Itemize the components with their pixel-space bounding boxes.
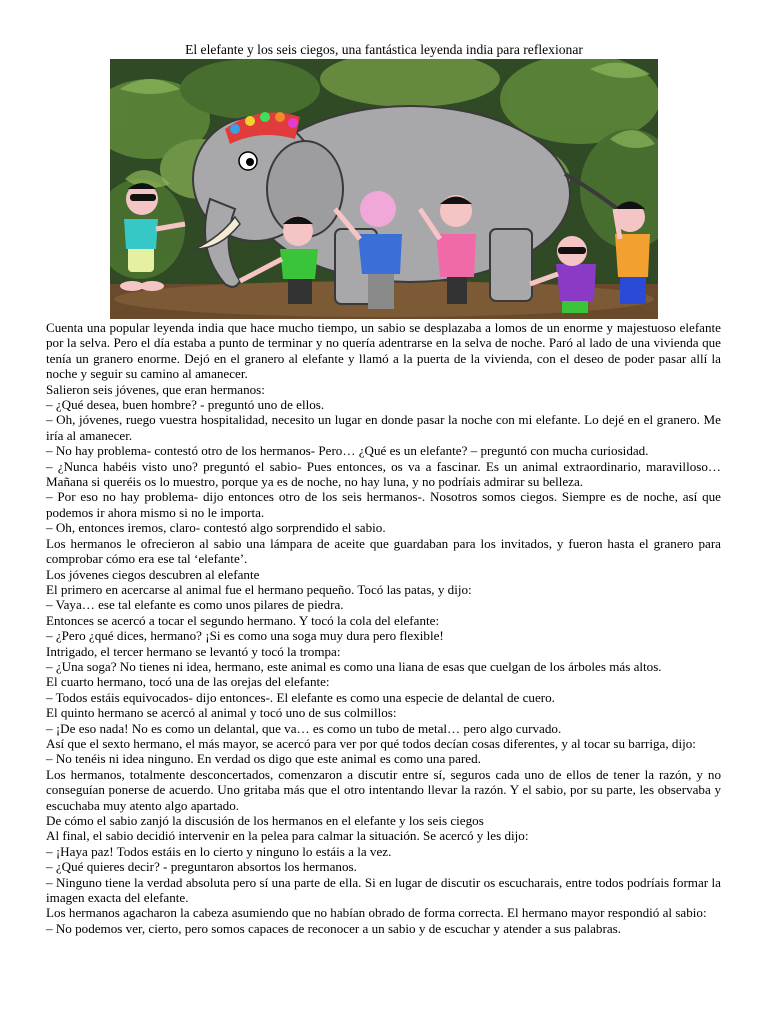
- paragraph: Los hermanos, totalmente desconcertados, comenzaron a discutir entre sí, seguros cada uno de ellos de tener la razón, y no conseguían ponerse de acuerdo. Uno gritaba más que el otro intentando llevar la razón. Y el sabio, por su parte, les observaba y escuchaba muy atento algo apartado.: [46, 766, 721, 813]
- paragraph: – Vaya… ese tal elefante es como unos pilares de piedra.: [46, 597, 344, 613]
- paragraph: – Oh, entonces iremos, claro- contestó algo sorprendido el sabio.: [46, 520, 386, 536]
- paragraph: Los jóvenes ciegos descubren al elefante: [46, 566, 260, 582]
- paragraph: El cuarto hermano, tocó una de las orejas del elefante:: [46, 674, 330, 690]
- paragraph: Intrigado, el tercer hermano se levantó y tocó la trompa:: [46, 643, 341, 659]
- paragraph: – Todos estáis equivocados- dijo entonces-. El elefante es como una especie de delantal de cuero.: [46, 689, 555, 705]
- paragraph: Cuenta una popular leyenda india que hace mucho tiempo, un sabio se desplazaba a lomos de un enorme y majestuoso elefante por la selva. Pero el día estaba a punto de terminar y no quería adentrarse en la selva de noche. Paró al lado de una vivienda que tenía un granero enorme. Dejó en el granero al elefante y llamó a la puerta de la vivienda, con el deseo de poder pasar allí la noche y seguir su camino al amanecer.: [46, 320, 721, 382]
- paragraph: – No podemos ver, cierto, pero somos capaces de reconocer a un sabio y de escuchar y atender a sus palabras.: [46, 920, 622, 936]
- paragraph: – Por eso no hay problema- dijo entonces otro de los seis hermanos-. Nosotros somos ciegos. Siempre es de noche, así que podemos ir ahora mismo si no le importa.: [46, 489, 721, 520]
- paragraph: El primero en acercarse al animal fue el hermano pequeño. Tocó las patas, y dijo:: [46, 581, 472, 597]
- paragraph: – Oh, jóvenes, ruego vuestra hospitalidad, necesito un lugar en donde pasar la noche con mi elefante. Lo dejé en el granero. Me iría al amanecer.: [46, 412, 721, 443]
- document-body: [46, 320, 721, 936]
- paragraph: Al final, el sabio decidió intervenir en la pelea para calmar la situación. Se acercó y les dijo:: [46, 828, 529, 844]
- paragraph: Los hermanos le ofrecieron al sabio una lámpara de aceite que guardaban para los invitados, y fueron hasta el granero para comprobar cómo era ese tal ‘elefante’.: [46, 535, 721, 567]
- paragraph: – ¡Haya paz! Todos estáis en lo cierto y ninguno lo estáis a la vez.: [46, 843, 392, 859]
- paragraph: Los hermanos agacharon la cabeza asumiendo que no habían obrado de forma correcta. El hermano mayor respondió al sabio:: [46, 905, 707, 921]
- paragraph: Salieron seis jóvenes, que eran hermanos:: [46, 381, 265, 397]
- paragraph: Así que el sexto hermano, el más mayor, se acercó para ver por qué todos decían cosas diferentes, y al tocar su barriga, dijo:: [46, 735, 696, 751]
- paragraph: – ¿Pero ¿qué dices, hermano? ¡Si es como una soga muy dura pero flexible!: [46, 628, 444, 644]
- paragraph: Entonces se acercó a tocar el segundo hermano. Y tocó la cola del elefante:: [46, 612, 440, 628]
- paragraph: – ¿Una soga? No tienes ni idea, hermano, este animal es como una liana de esas que cuelgan de los árboles más altos.: [46, 658, 662, 674]
- paragraph: – ¿Nunca habéis visto uno? preguntó el sabio- Pues entonces, os va a fascinar. Es un animal extraordinario, maravilloso… Mañana si queréis os lo muestro, porque ya es de noche, no hay luna, y no podríais admirar su belleza.: [46, 458, 721, 490]
- paragraph: – ¡De eso nada! No es como un delantal, que va… es como un tubo de metal… pero algo curvado.: [46, 720, 562, 736]
- paragraph: – ¿Qué quieres decir? - preguntaron absortos los hermanos.: [46, 859, 357, 875]
- paragraph: El quinto hermano se acercó al animal y tocó uno de sus colmillos:: [46, 705, 397, 721]
- paragraph: De cómo el sabio zanjó la discusión de los hermanos en el elefante y los seis ciegos: [46, 813, 484, 828]
- elephant-illustration: [110, 59, 658, 319]
- paragraph: – No hay problema- contestó otro de los hermanos- Pero… ¿Qué es un elefante? – preguntó con mucha curiosidad.: [46, 443, 649, 459]
- paragraph: – ¿Qué desea, buen hombre? - preguntó uno de ellos.: [46, 397, 325, 413]
- paragraph: – Ninguno tiene la verdad absoluta pero sí una parte de ella. Si en lugar de discutir os escucharais, entre todos podríais formar la imagen exacta del elefante.: [46, 874, 721, 906]
- document-title: El elefante y los seis ciegos, una fantástica leyenda india para reflexionar: [185, 42, 583, 57]
- paragraph: – No tenéis ni idea ninguno. En verdad os digo que este animal es como una pared.: [46, 751, 481, 767]
